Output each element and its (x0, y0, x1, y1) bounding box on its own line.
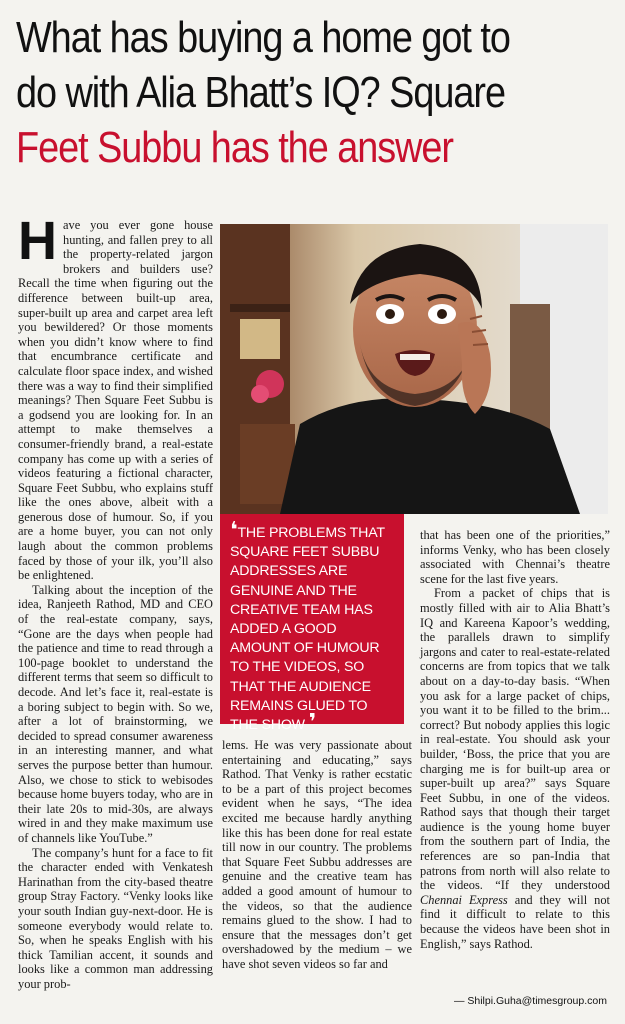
headline-line-1: What has buying a home got to (16, 13, 510, 62)
drop-cap: H (18, 211, 57, 271)
pull-quote-text: THE PROBLEMS THAT SQUARE FEET SUBBU ADDRESSES ARE GENUINE AND THE CREATIVE TEAM HAS ADDED A GOOD AMOUNT OF HUMOUR TO THE VIDEOS, SO THAT THE AUDIENCE REMAINS GLUED TO THE SHOW (230, 525, 385, 734)
headline-line-2: do with Alia Bhatt’s IQ? Square (16, 68, 505, 117)
paragraph-priorities: that has been one of the priorities,” informs Venky, who has been closely associated with Chennai’s theatre scene for the last five years. (420, 528, 610, 586)
paragraph-intro (18, 211, 213, 583)
pull-quote (220, 514, 404, 735)
open-quote-icon: ❛ (230, 517, 238, 542)
close-quote-icon: ❜ (308, 709, 317, 735)
headline-line-3: Feet Subbu has the answer (16, 123, 453, 172)
article-column-1 (18, 211, 213, 991)
paragraph-casting: The company’s hunt for a face to fit the character ended with Venkatesh Harinathan from the city-based theatre group Stray Factory. “Venky looks like your south Indian guy-next-door. He is someone everybody would relate to. So, when he speaks English with his thick Tamilian accent, it sounds and looks like a common man addressing your prob- (18, 845, 213, 991)
article-column-3 (420, 528, 610, 951)
paragraph-text-end: and they will not find it difficult to relate to this because the videos have been shot in English,” says Rathod. (420, 892, 610, 951)
byline-email: — Shilpi.Guha@timesgroup.com (453, 995, 607, 1007)
headline (16, 10, 618, 175)
actor-photo-illustration (220, 224, 608, 514)
film-title: Chennai Express (420, 892, 508, 907)
paragraph-venky: lems. He was very passionate about entertaining and educating,” says Rathod. That Venky is rather ecstatic to be a part of this project becomes evident when he says, “The idea excited me because hardly anything like this has been done for real estate till now in our country. The problems that Square Feet Subbu addresses are genuine and the creative team has added a good amount of humour to the videos, so that the audience remains glued to the show. I had to ensure that the messages don’t get overshadowed by the medium – we have shot seven videos so far and (222, 738, 412, 971)
paragraph-rathod-quote: Talking about the inception of the idea, Ranjeeth Rathod, MD and CEO of the real-estate company, says, “Gone are the days when people had the patience and time to read through a 100-page booklet to understand the different terms that seem so difficult to decode. And let’s face it, real-estate is a boring subject to begin with. So we, after a lot of brainstorming, we decided to spread consumer awareness in an interesting manner, and what serves the purpose better than humour. Also, we chose to stick to webisodes because home buyers today, who are in their late 20s to mid-30s, are always wired in and they make maximum use of channels like YouTube.” (18, 582, 213, 845)
article-column-2 (222, 738, 412, 972)
paragraph-chips (420, 586, 610, 951)
paragraph-text: From a packet of chips that is mostly filled with air to Alia Bhatt’s IQ and Kareena Kapoor’s wedding, the parallels drawn to simplify jargons and cater to real-estate-related concerns are from topics that we talk about on a day-to-day basis. “When you ask for a large packet of chips, you want it to be filled to the brim... correct? But nobody applies this logic in real-estate. You should ask your builder, ‘Boss, the price that you are charging me is for built-up area or super-built up area?” says Square Feet Subbu, in one of the videos. Rathod says that though their target audience is the young home buyer from the southern part of India, the references are so pan-India that patrons from north will also relate to the videos. “If they understood (420, 586, 610, 893)
photo-square-feet-subbu (220, 224, 608, 514)
paragraph-text: ave you ever gone house hunting, and fallen prey to all the property-related jargon brokers and builders use? Recall the time when figuring out the difference between built-up area, super-built up area and carpet area left you bewildered? Or those moments when you didn’t know where to find that encumbrance certificate and calculate floor space index, and wished there was a way to find their simplified meanings? Then Square Feet Subbu is a godsend you are looking for. In an attempt to make themselves a consumer-friendly brand, a real-estate company has come up with a series of videos featuring a fictional character, Square Feet Subbu, who explains stuff like the ones above, albeit with a generous dose of humour. So, if you are a home buyer, you can not only laugh about the common problems faced by those of your ilk, you’ll also be enlightened. (18, 218, 213, 583)
